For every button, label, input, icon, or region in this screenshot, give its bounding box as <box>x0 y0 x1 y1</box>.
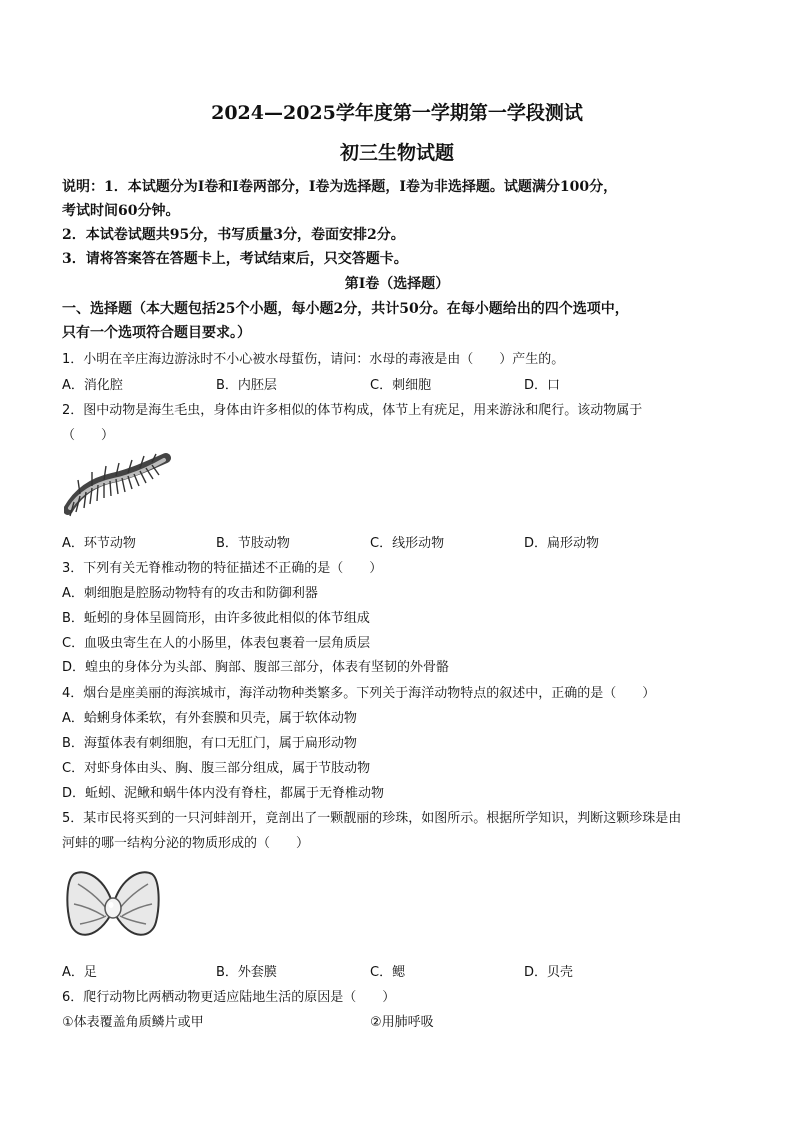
q1-option-a: A．消化腔 <box>62 378 123 393</box>
q4-option-c: C．对虾身体由头、胸、腹三部分组成，属于节肢动物 <box>62 761 371 776</box>
exam-title: 2024—2025学年度第一学期第一学段测试 <box>211 102 583 124</box>
q4-option-a: A．蛤蜊身体柔软，有外套膜和贝壳，属于软体动物 <box>62 711 357 726</box>
instruction-line-3: 2．本试卷试题共95分，书写质量3分，卷面安排2分。 <box>62 227 405 243</box>
q3-option-a: A．刺细胞是腔肠动物特有的攻击和防御利器 <box>62 586 318 601</box>
q2-option-d: D．扁形动物 <box>524 536 600 551</box>
q2-stem-line-2: （ ） <box>62 428 115 443</box>
q6-item-1: ①体表覆盖角质鳞片或甲 <box>62 1015 204 1030</box>
q4-stem: 4．烟台是座美丽的海滨城市，海洋动物种类繁多。下列关于海洋动物特点的叙述中，正确的是（ ） <box>62 686 656 701</box>
q5-option-c: C．鳃 <box>370 965 406 980</box>
q3-option-d: D．蝗虫的身体分为头部、胸部、腹部三部分，体表有坚韧的外骨骼 <box>62 660 450 675</box>
instruction-line-2: 考试时间60分钟。 <box>62 203 180 219</box>
q5-stem-line-2: 河蚌的哪一结构分泌的物质形成的（ ） <box>62 836 310 851</box>
q2-option-c: C．线形动物 <box>370 536 445 551</box>
q4-option-b: B．海蜇体表有刺细胞，有口无肛门，属于扁形动物 <box>62 736 357 751</box>
q3-option-b: B．蚯蚓的身体呈圆筒形，由许多彼此相似的体节组成 <box>62 611 370 626</box>
instruction-line-1: 说明：1．本试题分为Ⅰ卷和Ⅰ卷两部分，Ⅰ卷为选择题，Ⅰ卷为非选择题。试题满分100分， <box>62 179 618 195</box>
q3-stem: 3．下列有关无脊椎动物的特征描述不正确的是（ ） <box>62 561 383 576</box>
sea-worm-figure <box>64 452 172 520</box>
q1-option-c: C．刺细胞 <box>370 378 432 393</box>
section-heading-line-2: 只有一个选项符合题目要求。） <box>62 325 251 341</box>
q2-stem-line-1: 2．图中动物是海生毛虫，身体由许多相似的体节构成，体节上有疣足，用来游泳和爬行。该动物属于 <box>62 403 643 418</box>
q5-option-b: B．外套膜 <box>216 965 277 980</box>
instruction-line-4: 3．请将答案答在答题卡上，考试结束后，只交答题卡。 <box>62 251 408 267</box>
section-heading-line-1: 一、选择题（本大题包括25个小题，每小题2分，共计50分。在每小题给出的四个选项中， <box>62 301 629 317</box>
q6-stem: 6．爬行动物比两栖动物更适应陆地生活的原因是（ ） <box>62 990 396 1005</box>
q5-option-d: D．贝壳 <box>524 965 574 980</box>
q5-stem-line-1: 5．某市民将买到的一只河蚌剖开，竟剖出了一颗靓丽的珍珠，如图所示。根据所学知识，判断这颗珍珠是由 <box>62 811 682 826</box>
q1-option-b: B．内胚层 <box>216 378 277 393</box>
q5-option-a: A．足 <box>62 965 97 980</box>
q1-stem: 1．小明在辛庄海边游泳时不小心被水母蜇伤，请问：水母的毒液是由（ ）产生的。 <box>62 352 565 367</box>
section-title: 第Ⅰ卷（选择题） <box>344 276 450 292</box>
river-mussel-pearl-figure <box>64 864 162 944</box>
q4-option-d: D．蚯蚓、泥鳅和蜗牛体内没有脊柱，都属于无脊椎动物 <box>62 786 385 801</box>
q2-option-b: B．节肢动物 <box>216 536 290 551</box>
q3-option-c: C．血吸虫寄生在人的小肠里，体表包裹着一层角质层 <box>62 636 371 651</box>
exam-subtitle: 初三生物试题 <box>339 142 454 164</box>
q2-option-a: A．环节动物 <box>62 536 136 551</box>
q1-option-d: D．口 <box>524 378 561 393</box>
q6-item-2: ②用肺呼吸 <box>370 1015 434 1030</box>
